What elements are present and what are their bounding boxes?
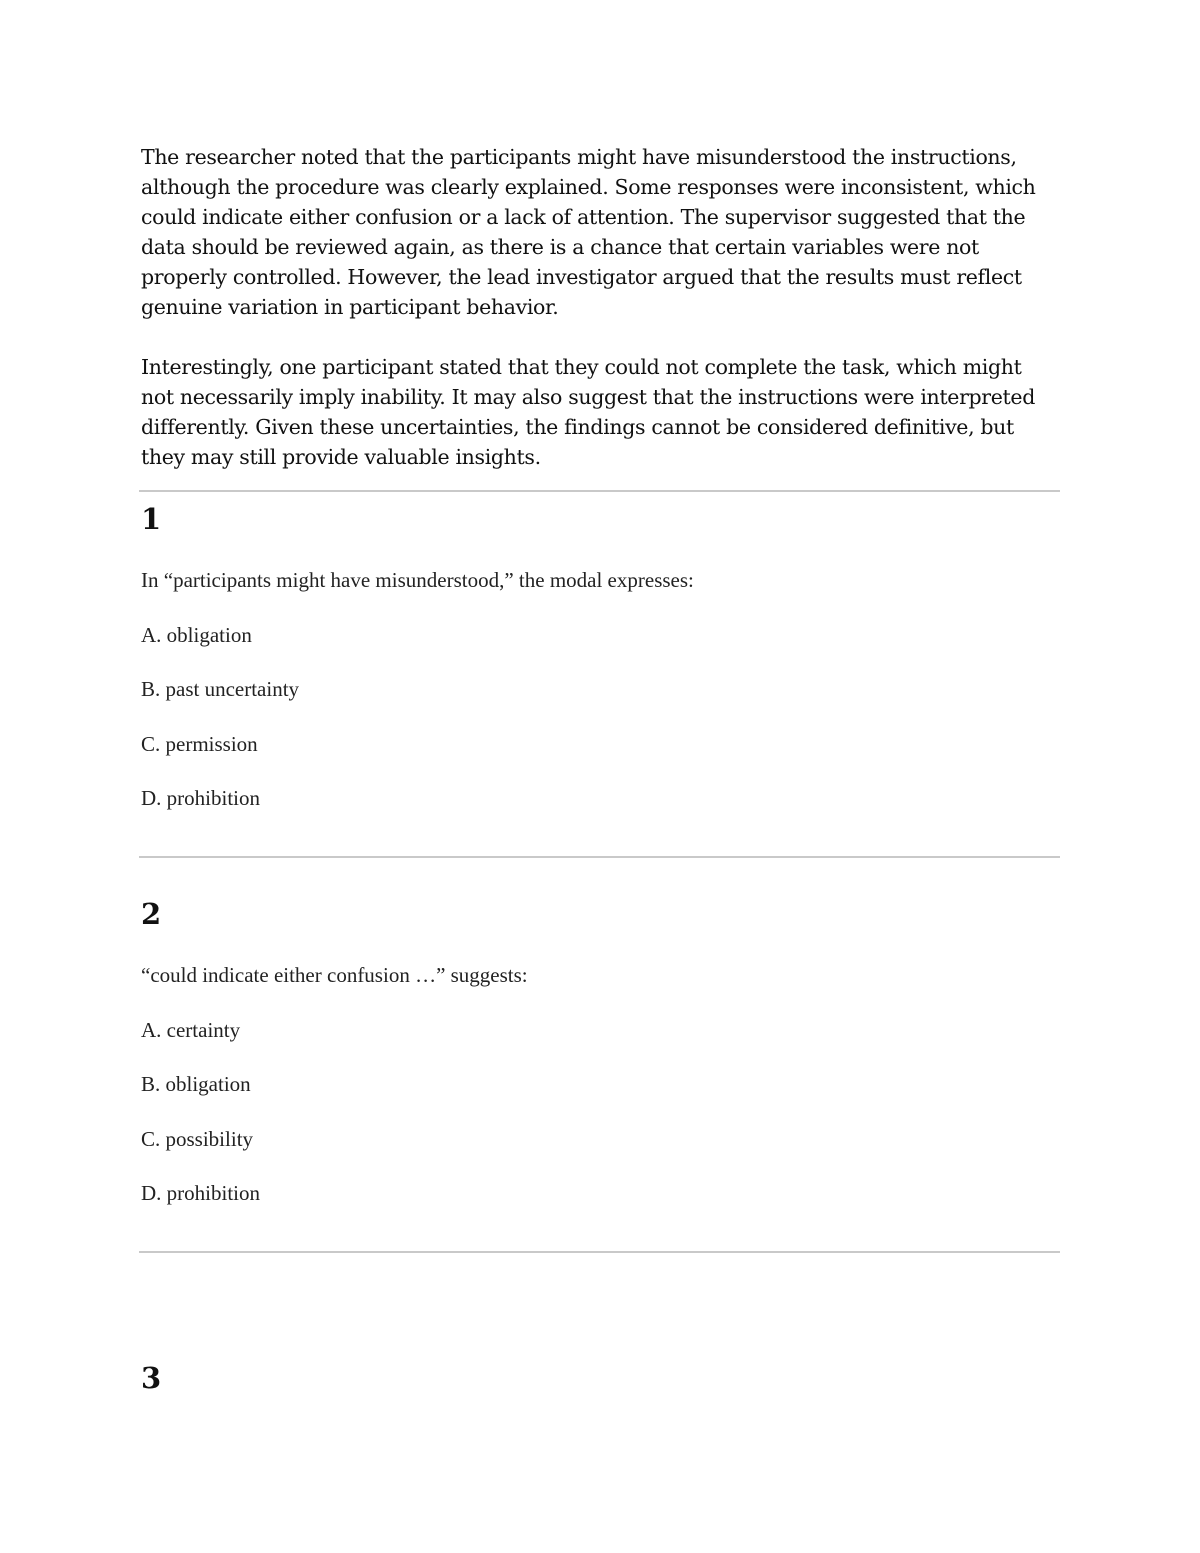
answer-option[interactable]: C. permission <box>141 732 258 756</box>
question-number: 3 <box>141 1361 162 1395</box>
answer-option[interactable]: B. obligation <box>141 1072 251 1096</box>
divider <box>139 490 1060 492</box>
divider <box>139 1251 1060 1253</box>
question-number: 1 <box>141 502 162 536</box>
answer-option[interactable]: D. prohibition <box>141 786 260 810</box>
question-prompt: “could indicate either confusion …” suggests: <box>141 963 528 987</box>
answer-option[interactable]: A. certainty <box>141 1018 241 1042</box>
answer-option[interactable]: A. obligation <box>141 623 252 647</box>
question-number: 2 <box>141 897 162 931</box>
passage-body <box>141 142 1060 472</box>
divider <box>139 856 1060 858</box>
question-prompt: In “participants might have misunderstood,” the modal expresses: <box>141 568 694 592</box>
answer-option[interactable]: B. past uncertainty <box>141 677 300 701</box>
answer-option[interactable]: C. possibility <box>141 1127 254 1151</box>
passage-paragraph: Interestingly, one participant stated that they could not complete the task, which might not necessarily imply inability. It may also suggest that the instructions were interpreted differently. Given these uncertainties, the findings cannot be considered definitive, but they may still provide valuable insights. <box>141 355 1035 469</box>
answer-option[interactable]: D. prohibition <box>141 1181 260 1205</box>
reading-passage <box>141 142 1060 472</box>
passage-paragraph: The researcher noted that the participants might have misunderstood the instructions, although the procedure was clearly explained. Some responses were inconsistent, which could indicate either confusion or a lack of attention. The supervisor suggested that the data should be reviewed again, as there is a chance that certain variables were not properly controlled. However, the lead investigator argued that the results must reflect genuine variation in participant behavior. <box>141 145 1036 319</box>
